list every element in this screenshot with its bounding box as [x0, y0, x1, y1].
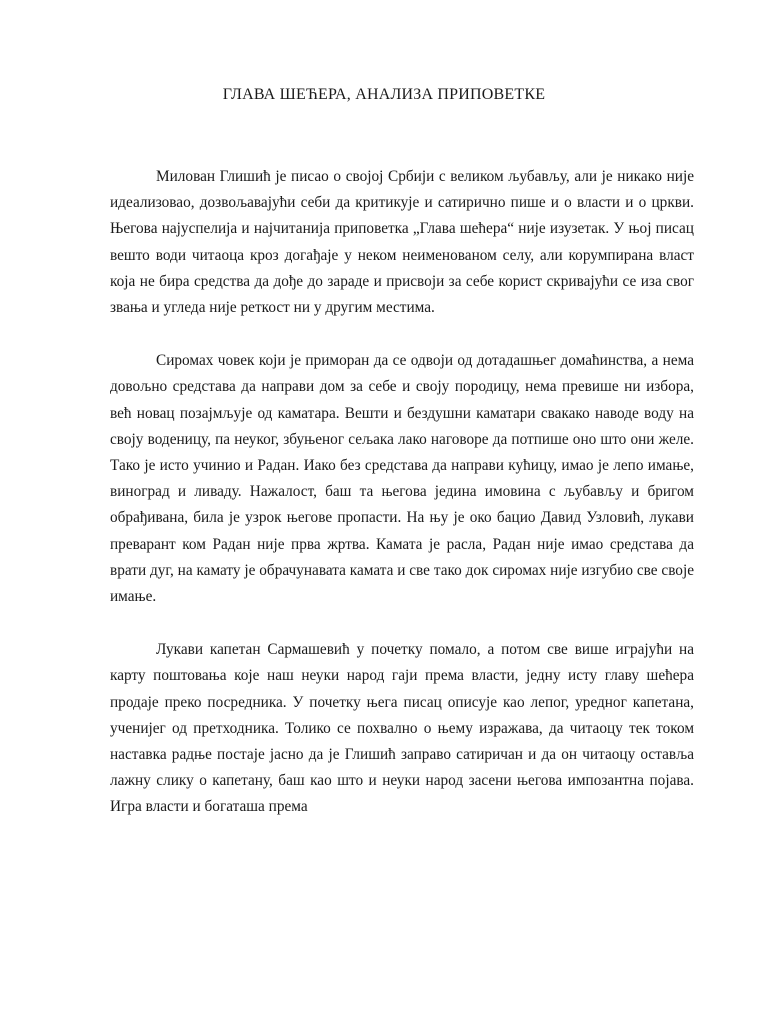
document-title: ГЛАВА ШЕЋЕРА, АНАЛИЗА ПРИПОВЕТКЕ — [222, 86, 546, 103]
paragraph-1: Милован Глишић је писао о својој Србији с великом љубављу, али је никако није идеализовао, дозвољавајући себи да критикује и сатирично пише и о власти и о цркви. Његова најуспелија и најчитанија приповетка „Глава шећера“ није изузетак. У њој писац вешто води читаоца кроз догађаје у неком неименованом селу, али корумпирана власт која не бира средства да дође до зараде и присвоји за себе корист скривајући се иза свог звања и угледа није реткост ни у другим местима. — [110, 168, 694, 317]
document-body — [110, 164, 694, 821]
paragraph-2: Сиромах човек који је приморан да се одвоји од дотадашњег домаћинства, а нема довољно средстава да направи дом за себе и своју породицу, нема превише ни избора, већ новац позајмљује од каматара. Вешти и бездушни каматари свакако наводе воду на своју воденицу, па неуког, збуњеног сељака лако наговоре да потпише оно што они желе. Тако је исто учинио и Радан. Иако без средстава да направи кућицу, имао је лепо имање, виноград и ливаду. Нажалост, баш та његова једина имовина с љубављу и бригом обрађивана, била је узрок његове пропасти. На њу је око бацио Давид Узловић, лукави преварант ком Радан није прва жртва. Камата је расла, Радан није имао средстава да врати дуг, на камату је обрачунавата камата и све тако док сиромах није изгубио све своје имање. — [110, 352, 694, 606]
paragraph-3: Лукави капетан Сармашевић у почетку помало, а потом све више играјући на карту поштовања које наш неуки народ гаји према власти, једну исту главу шећера продаје преко посредника. У почетку њега писац описује као лепог, уредног капетана, ученијег од претходника. Толико се похвално о њему изражава, да читаоцу тек током наставка радње постаје јасно да је Глишић заправо сатиричан и да он читаоцу оставља лажну слику о капетану, баш као што и неуки народ засени његова импозантна појава. Игра власти и богаташа према — [110, 641, 694, 816]
